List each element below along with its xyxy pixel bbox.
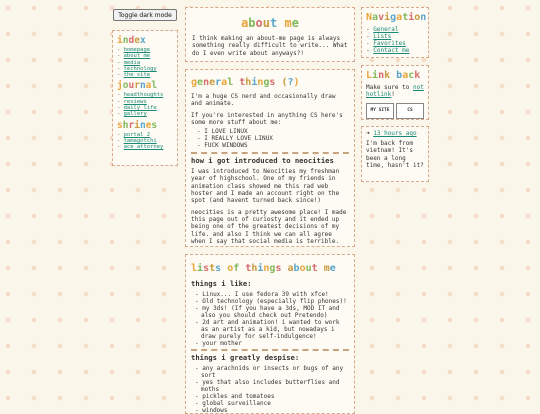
status-text: I'm back from vietnam! It's been a long time, hasn't it? [366,140,424,169]
hotlink-link[interactable]: not hotlink [366,84,424,99]
like-item: - Linux... I use fedora 39 with xfce! [195,291,349,298]
sidebar-link-anchor[interactable]: headthoughts [123,92,164,99]
sidebar-link-anchor[interactable]: ace attorney [123,144,164,151]
linkback-heading: Link back [366,70,421,81]
sidebar-link-anchor[interactable]: daily life [123,105,157,112]
linkback-text [366,84,424,99]
navigation-link-anchor[interactable]: Favorites [373,40,406,47]
despise-list [195,365,349,414]
sidebar-link-anchor[interactable]: about me [123,53,151,60]
navigation-link[interactable] [366,47,424,54]
linkback-buttons [366,103,424,119]
navigation-link[interactable] [366,40,424,47]
despise-item: - global surveillance [195,400,349,407]
status-header [366,130,424,137]
arrow-icon: ➜ [366,130,370,137]
neocities-text-2: neocities is a pretty awesome place! I made this page out of curiosty and it ended up being one of the greatest decisions of my life. and also I think we can all agree when I say that social media is terrible. [191,208,347,245]
linkback-text-before: Make sure to [366,84,413,91]
sidebar-link-anchor[interactable]: portal 2 [123,131,151,138]
sidebar-link-anchor[interactable]: media [123,59,141,66]
journal-heading: journal [117,80,158,92]
index-list [117,47,173,78]
dark-mode-toggle-button[interactable]: Toggle dark mode [113,9,177,21]
cs-list-item: - I LOVE LINUX [197,128,349,135]
general-section [185,69,355,247]
lists-section [185,254,355,414]
site-button-image[interactable]: MY SITE [366,103,394,119]
linkback-text-after: ! [391,91,395,99]
sidebar-link-anchor[interactable]: technology [123,65,157,72]
likes-heading: things i like: [191,279,252,288]
linkback-panel [361,65,429,120]
lists-heading: lists of things about me [191,263,336,274]
despise-heading: things i greatly despise: [191,353,300,362]
general-cs-intro: If you're interested in anything CS here's some more stuff about me: [191,111,343,126]
navigation-link-anchor[interactable]: General [373,26,399,33]
shrines-list [117,132,173,151]
about-text: I think making an about-me page is always something really difficult to write... What do I even write about anyways?! [192,35,348,57]
sidebar-link[interactable] [117,72,173,78]
sidebar-link-anchor[interactable]: homepage [123,47,151,53]
navigation-link[interactable] [366,26,424,33]
navigation-list [366,26,424,54]
like-item: - Old technology (especially flip phones)! [195,298,349,305]
about-section [185,7,355,62]
like-item: - 2d art and animation! i wanted to work as an artist as a kid, but nowadays i draw purely for self-indulgence! [195,319,349,340]
index-heading: index [117,35,146,46]
sidebar-link-anchor[interactable]: the site [123,72,151,79]
despise-item: - windows [195,407,349,414]
general-intro: I'm a huge CS nerd and occasionally draw and animate. [191,93,336,108]
sidebar-link-anchor[interactable]: tamagotchi [123,137,157,144]
cs-list-item: - I REALLY LOVE LINUX [197,135,349,142]
cs-list-item: - FUCK WINDOWS [197,142,349,149]
sidebar-link[interactable] [117,144,173,150]
despise-item: - any arachnids or insects or bugs of any sort [195,365,349,379]
navigation-heading: Navigation [366,12,427,23]
neocities-text-1: I was introduced to Neocities my freshman year of highschool. One of my friends in animation class showed me this rad web hoster and I made an account right on the spot (and havent turned back since!) [191,168,340,205]
navigation-link-anchor[interactable]: Contact me [373,47,410,54]
site-button-image[interactable]: CS [396,103,424,119]
sidebar-link-anchor[interactable]: gallery [123,111,147,118]
despise-item: - pickles and tomatoes [195,393,349,400]
status-time-link[interactable]: 13 hours ago [373,130,417,137]
general-heading: general things (?) [191,77,300,88]
like-item: - my 3ds! (If you have a 3ds, MOD IT and also you should check out Pretendo) [195,305,349,319]
sidebar-link[interactable] [117,111,173,117]
likes-list [195,291,349,347]
navigation-link-anchor[interactable]: Lists [373,33,392,40]
page-title: about me [241,16,299,30]
navigation-link[interactable] [366,33,424,40]
divider [191,349,349,351]
status-panel [361,126,429,182]
divider [191,152,349,154]
navigation-panel [361,7,429,58]
journal-list [117,92,173,117]
neocities-heading: how i got introduced to neocities [191,156,334,166]
like-item: - your mother [195,340,349,347]
sidebar-link-anchor[interactable]: reviews [123,98,147,105]
shrines-heading: shrines [117,119,158,131]
cs-list [197,128,349,149]
despise-item: - yes that also includes butterflies and moths [195,379,349,393]
sidebar-nav [112,30,178,166]
